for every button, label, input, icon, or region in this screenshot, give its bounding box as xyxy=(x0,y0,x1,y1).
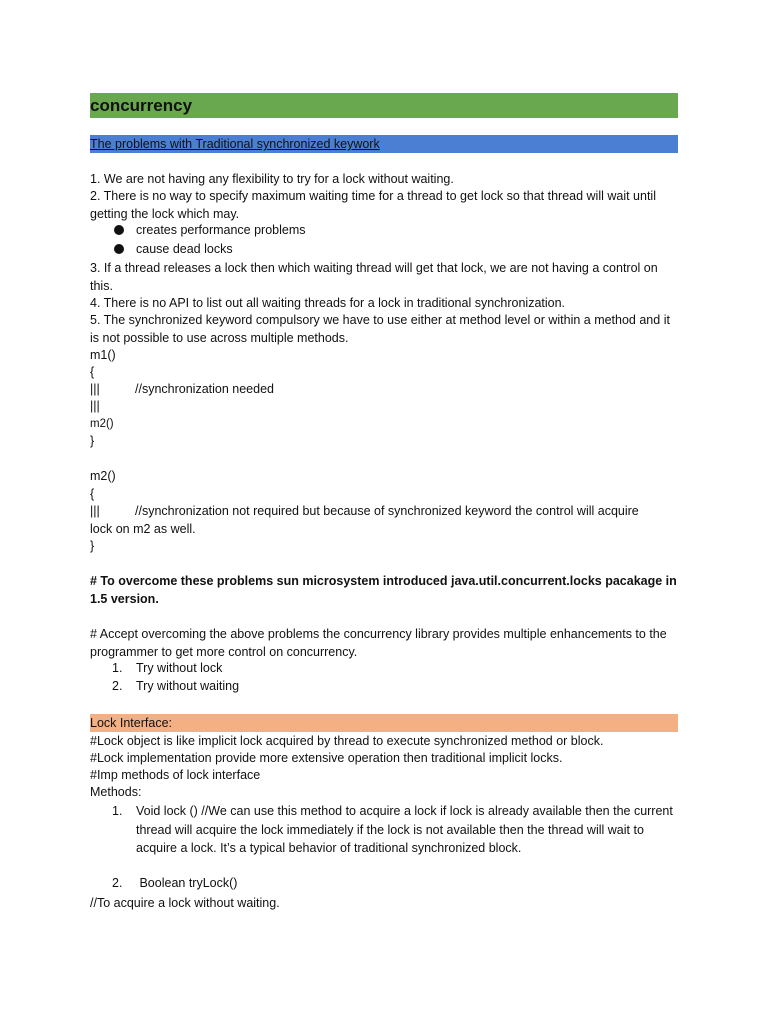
code-comment: //synchronization needed xyxy=(135,382,274,396)
list-text: Try without waiting xyxy=(136,679,240,693)
methods-label: Methods: xyxy=(90,785,142,799)
method-text: Void lock () //We can use this method to acquire a lock if lock is already available then the current thread will acquire the lock immediately if the lock is not available then the thread will wait to acquire a lock. It’s a typical behavior of traditional synchronized block. xyxy=(136,804,673,855)
code-line: { xyxy=(90,487,95,501)
accept-note: # Accept overcoming the above problems the concurrency library provides multiple enhancements to the programmer to get more control on concurrency. xyxy=(90,627,667,659)
code-line: } xyxy=(90,539,95,553)
problem-1: 1. We are not having any flexibility to try for a lock without waiting. xyxy=(90,172,454,186)
overcome-note: # To overcome these problems sun microsystem introduced java.util.concurrent.locks pacakage in 1.5 version. xyxy=(90,574,677,606)
problem-3: 3. If a thread releases a lock then which waiting thread will get that lock, we are not having a control on this. xyxy=(90,261,658,293)
problem-2: 2. There is no way to specify maximum waiting time for a thread to get lock so that thread will wait until getting the lock which may. xyxy=(90,189,656,221)
problem-4: 4. There is no API to list out all waiting threads for a lock in traditional synchronization. xyxy=(90,296,566,310)
code-line: m2() xyxy=(90,469,116,483)
method-number: 2. xyxy=(112,876,123,890)
code-line: } xyxy=(90,434,95,448)
lock-note: #Imp methods of lock interface xyxy=(90,768,261,782)
section-subtitle: The problems with Traditional synchronized keywork xyxy=(90,137,380,151)
problem-5: 5. The synchronized keyword compulsory we have to use either at method level or within a method and it is not possible to use across multiple methods. xyxy=(90,313,670,345)
bullet-item xyxy=(114,241,233,258)
code-comment: //synchronization not required but because of synchronized keyword the control will acquire xyxy=(135,504,639,518)
code-line: m1() xyxy=(90,348,116,362)
subtitle-bar xyxy=(90,135,678,153)
list-number: 1. xyxy=(112,661,123,675)
code-bars: ||| xyxy=(90,504,100,518)
method-text: Boolean tryLock() xyxy=(136,876,238,890)
lock-interface-bar xyxy=(90,714,678,732)
document-title: concurrency xyxy=(90,96,193,115)
lock-interface-heading: Lock Interface: xyxy=(90,716,172,730)
code-line xyxy=(90,503,639,520)
bullet-text: cause dead locks xyxy=(136,242,233,256)
bullet-dot-icon xyxy=(114,225,124,235)
bullet-item xyxy=(114,222,306,239)
list-number: 2. xyxy=(112,679,123,693)
lock-note: #Lock implementation provide more extensive operation then traditional implicit locks. xyxy=(90,751,563,765)
bullet-text: creates performance problems xyxy=(136,223,306,237)
list-item xyxy=(112,678,239,695)
list-text: Try without lock xyxy=(136,661,223,675)
code-line: lock on m2 as well. xyxy=(90,522,196,536)
lock-note: #Lock object is like implicit lock acquired by thread to execute synchronized method or block. xyxy=(90,734,604,748)
title-bar xyxy=(90,93,678,118)
code-bars: ||| xyxy=(90,382,100,396)
method-number: 1. xyxy=(112,804,123,818)
list-item xyxy=(112,660,222,677)
code-line: m2() xyxy=(90,418,114,430)
code-line: ||| xyxy=(90,399,100,413)
code-line: { xyxy=(90,365,95,379)
code-line xyxy=(90,381,274,398)
bullet-dot-icon xyxy=(114,244,124,254)
final-note: //To acquire a lock without waiting. xyxy=(90,896,280,910)
method-item xyxy=(112,875,237,892)
method-item xyxy=(112,802,678,858)
